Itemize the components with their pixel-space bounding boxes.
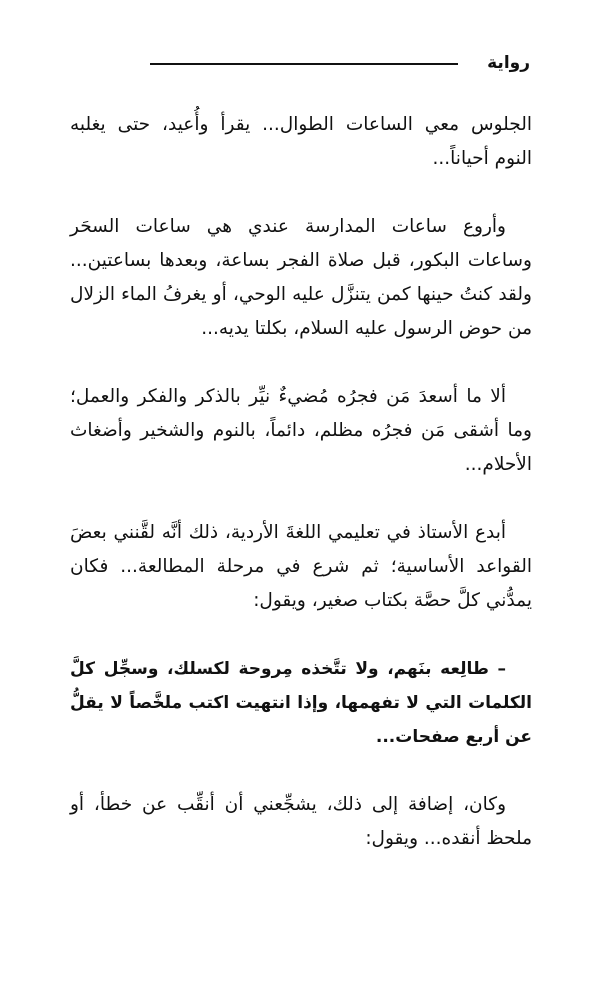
body-text (70, 108, 532, 856)
paragraph-teacher-quote: – طالِعه بنَهم، ولا تتَّخذه مِروحة لكسلك، وسجِّل كلَّ الكلمات التي لا تفهمها، وإذا انتهيت اكتب ملخَّصاً لا يقلُّ عن أربع صفحات... (70, 659, 532, 747)
header-rule (150, 63, 458, 65)
paragraph-continuation: الجلوس معي الساعات الطوال... يقرأ وأُعيد، حتى يغلبه النوم أحياناً... (70, 114, 532, 169)
running-header (150, 52, 530, 76)
paragraph-dawn-study: وأروع ساعات المدارسة عندي هي ساعات السحَر وساعات البكور، قبل صلاة الفجر بساعة، وبعدها بساعتين... ولقد كنتُ حينها كمن يتنزَّل عليه الوحي، أو يغرفُ الماء الزلال من حوض الرسول عليه السلام، بكلتا يديه... (70, 216, 532, 339)
paragraph-urdu-lessons: أبدع الأستاذ في تعليمي اللغةَ الأردية، ذلك أنَّه لقَّنني بعضَ القواعد الأساسية؛ ثم شرع في مرحلة المطالعة... فكان يمدُّني كلَّ حصَّة بكتاب صغير، ويقول: (70, 522, 532, 611)
header-label: رواية (487, 53, 530, 73)
paragraph-encouragement: وكان، إضافة إلى ذلك، يشجِّعني أن أنقِّب عن خطأ، أو ملحظ أنقده... ويقول: (70, 794, 532, 849)
paragraph-blessed-dawn: ألا ما أسعدَ مَن فجرُه مُضيءٌ نيِّر بالذكر والفكر والعمل؛ وما أشقى مَن فجرُه مظلم، دائماً، بالنوم والشخير وأضغاث الأحلام... (70, 386, 532, 475)
